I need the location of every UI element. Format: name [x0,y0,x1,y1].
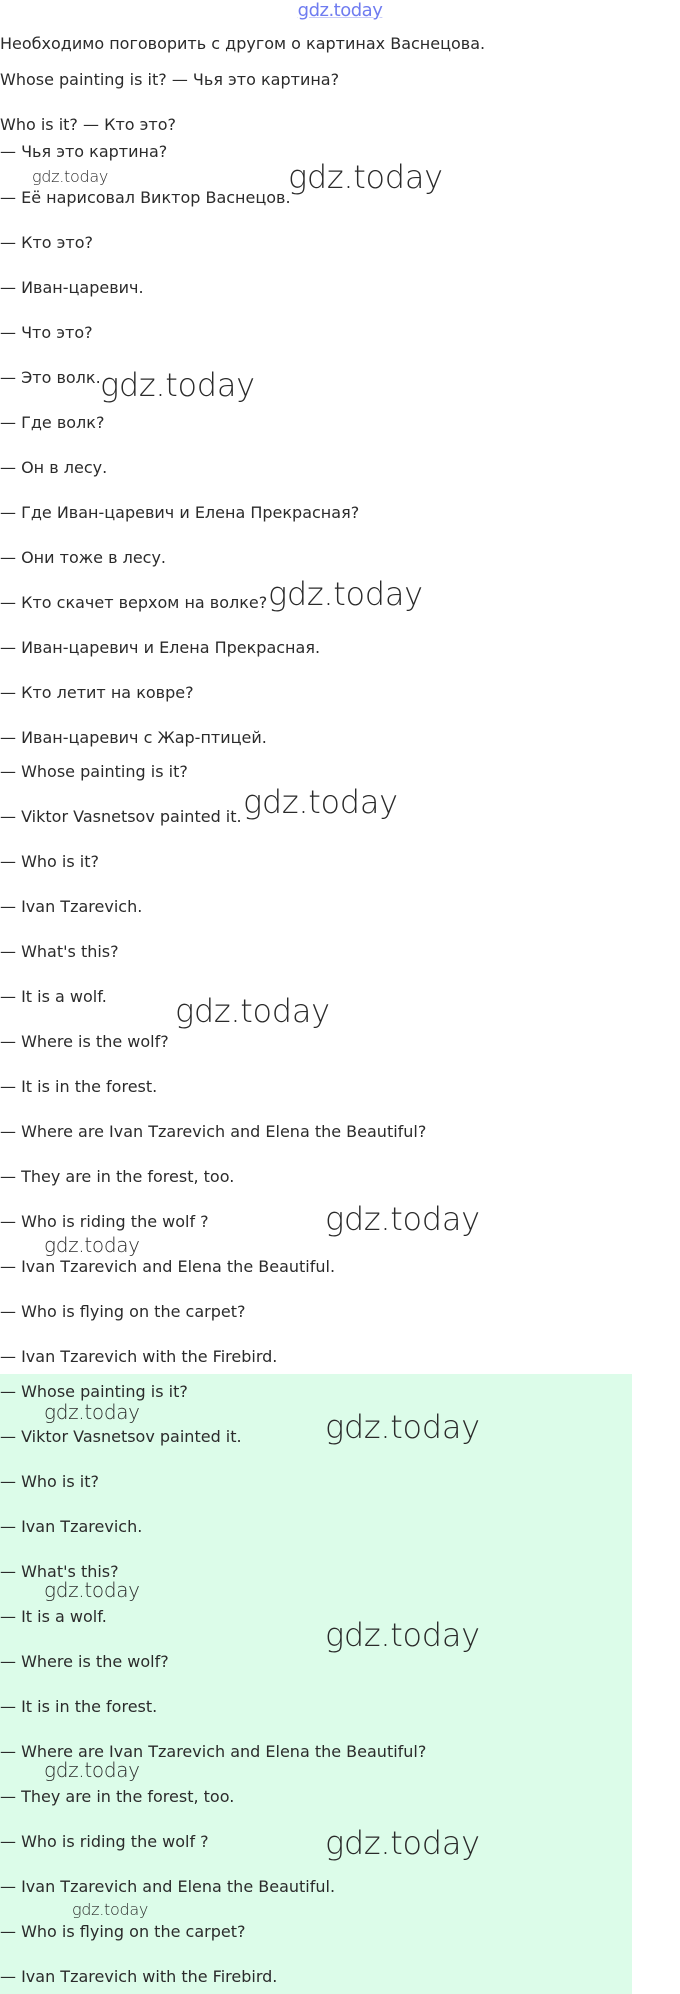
watermark: gdz.today [325,1824,480,1862]
task-intro: Необходимо поговорить с другом о картинах Васнецова. [0,34,486,53]
russian-dialogue-line: — Чья это картина? [0,142,168,161]
answer-dialogue-line: — Who is it? [0,1472,99,1491]
answer-dialogue-line: — It is in the forest. [0,1697,158,1716]
english-dialogue-line: — Ivan Tzarevich and Elena the Beautiful. [0,1257,336,1276]
watermark: gdz.today [100,366,255,404]
answer-dialogue-line: — Where are Ivan Tzarevich and Elena the Beautiful? [0,1742,427,1761]
english-dialogue-line: — What's this? [0,942,119,961]
russian-dialogue-line: — Что это? [0,323,93,342]
watermark: gdz.today [72,1900,149,1919]
answer-dialogue-line: — They are in the forest, too. [0,1787,235,1806]
site-logo[interactable]: gdz.today [297,0,383,21]
task-line-2: Who is it? — Кто это? [0,115,177,134]
answer-dialogue-line: — Who is flying on the carpet? [0,1922,246,1941]
english-dialogue-line: — Ivan Tzarevich with the Firebird. [0,1347,278,1366]
english-dialogue-line: — Who is it? [0,852,99,871]
task-heading-line: Whose painting is it? — Чья это картина? [0,70,340,89]
watermark: gdz.today [32,167,109,186]
russian-dialogue-line: — Где Иван-царевич и Елена Прекрасная? [0,503,360,522]
english-dialogue-line: — It is a wolf. [0,987,107,1006]
russian-dialogue-line: — Это волк. [0,368,101,387]
watermark: gdz.today [325,1616,480,1654]
watermark: gdz.today [44,1578,140,1602]
answer-dialogue-line: — Ivan Tzarevich and Elena the Beautiful. [0,1877,336,1896]
russian-dialogue-line: — Кто летит на ковре? [0,683,194,702]
english-dialogue-line: — Whose painting is it? [0,762,188,781]
answer-dialogue-line: — Whose painting is it? [0,1382,188,1401]
answer-dialogue-line: — What's this? [0,1562,119,1581]
english-dialogue-line: — Viktor Vasnetsov painted it. [0,807,242,826]
russian-dialogue-line: — Кто скачет верхом на волке? [0,593,268,612]
english-dialogue-line: — They are in the forest, too. [0,1167,235,1186]
watermark: gdz.today [288,158,443,196]
russian-dialogue-line: — Иван-царевич. [0,278,144,297]
answer-dialogue-line: — Viktor Vasnetsov painted it. [0,1427,242,1446]
english-dialogue-line: — Ivan Tzarevich. [0,897,143,916]
english-dialogue-line: — Who is riding the wolf ? [0,1212,209,1231]
russian-dialogue-line: — Иван-царевич с Жар-птицей. [0,728,267,747]
english-dialogue-line: — Where are Ivan Tzarevich and Elena the Beautiful? [0,1122,427,1141]
russian-dialogue-line: — Кто это? [0,233,94,252]
english-dialogue-line: — Who is flying on the carpet? [0,1302,246,1321]
answer-dialogue-line: — It is a wolf. [0,1607,107,1626]
watermark: gdz.today [325,1408,480,1446]
watermark: gdz.today [44,1233,140,1257]
answer-dialogue-line: — Ivan Tzarevich. [0,1517,143,1536]
watermark: gdz.today [175,992,330,1030]
russian-dialogue-line: — Он в лесу. [0,458,108,477]
watermark: gdz.today [268,575,423,613]
watermark: gdz.today [325,1200,480,1238]
russian-dialogue-line: — Где волк? [0,413,105,432]
russian-dialogue-line: — Они тоже в лесу. [0,548,167,567]
russian-dialogue-line: — Иван-царевич и Елена Прекрасная. [0,638,321,657]
watermark: gdz.today [243,783,398,821]
english-dialogue-line: — Where is the wolf? [0,1032,169,1051]
watermark: gdz.today [44,1758,140,1782]
answer-dialogue-line: — Where is the wolf? [0,1652,169,1671]
watermark: gdz.today [44,1400,140,1424]
answer-dialogue-line: — Ivan Tzarevich with the Firebird. [0,1967,278,1986]
english-dialogue-line: — It is in the forest. [0,1077,158,1096]
russian-dialogue-line: — Её нарисовал Виктор Васнецов. [0,188,291,207]
answer-dialogue-line: — Who is riding the wolf ? [0,1832,209,1851]
